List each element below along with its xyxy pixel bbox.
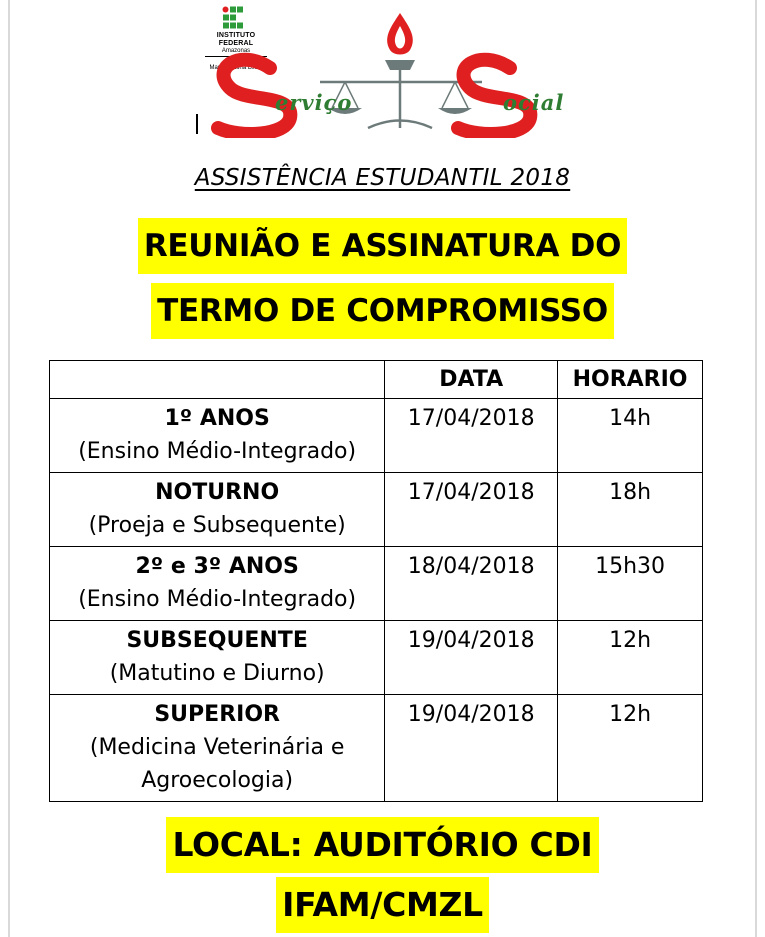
title-line-1: [0, 218, 765, 274]
date-value: 19/04/2018: [407, 628, 535, 653]
table-row: [50, 695, 703, 802]
hour-cell: [558, 695, 703, 802]
group-cell: [50, 547, 385, 621]
subtitle: [0, 165, 765, 191]
location-line-1: [0, 817, 765, 873]
title-line-2: [0, 283, 765, 339]
table-row: [50, 547, 703, 621]
date-cell: [385, 473, 558, 547]
group-name: NOTURNO: [155, 480, 280, 505]
hour-cell: [558, 473, 703, 547]
table-row: [50, 621, 703, 695]
page-edge-right: [755, 0, 757, 937]
if-state: Amazonas: [221, 48, 251, 54]
header-hour: HORARIO: [558, 361, 703, 399]
hour-cell: [558, 621, 703, 695]
torch-bowl-icon: [385, 60, 415, 70]
schedule-table: [49, 360, 703, 802]
group-name: 1º ANOS: [164, 406, 270, 431]
if-campus-label: Campus: [224, 58, 248, 64]
subtitle-text: ASSISTÊNCIA ESTUDANTIL 2018: [194, 165, 571, 191]
date-value: 19/04/2018: [407, 702, 535, 727]
date-value: 18/04/2018: [407, 554, 535, 579]
text-cursor: [196, 114, 198, 134]
hour-value: 12h: [609, 702, 652, 727]
location-line-2: [0, 877, 765, 933]
group-cell: [50, 695, 385, 802]
table-row: [50, 399, 703, 473]
group-desc: (Medicina Veterinária e Agroecologia): [89, 735, 345, 793]
group-desc: (Proeja e Subsequente): [88, 513, 346, 538]
logo-word-social: ocial: [503, 90, 565, 115]
date-cell: [385, 621, 558, 695]
group-desc: (Ensino Médio-Integrado): [78, 439, 357, 464]
logo-word-servico: erviço: [275, 90, 353, 115]
group-cell: [50, 621, 385, 695]
scale-pan-right-icon: [438, 108, 472, 114]
date-cell: [385, 399, 558, 473]
table-header-row: [50, 361, 703, 399]
header-group: [50, 361, 385, 399]
location-line-1-text: LOCAL: AUDITÓRIO CDI: [166, 817, 598, 873]
title-line-1-text: REUNIÃO E ASSINATURA DO: [138, 218, 627, 274]
hour-cell: [558, 547, 703, 621]
hour-value: 12h: [609, 628, 652, 653]
if-name-line2: FEDERAL: [218, 40, 254, 47]
group-cell: [50, 473, 385, 547]
hour-value: 14h: [609, 406, 652, 431]
title-line-2-text: TERMO DE COMPROMISSO: [151, 283, 614, 339]
table-row: [50, 473, 703, 547]
group-name: 2º e 3º ANOS: [135, 554, 299, 579]
page-edge-left: [8, 0, 10, 937]
header-date: DATA: [385, 361, 558, 399]
hour-cell: [558, 399, 703, 473]
hour-value: 15h30: [595, 554, 666, 579]
group-desc: (Ensino Médio-Integrado): [78, 587, 357, 612]
location-line-2-text: IFAM/CMZL: [276, 877, 489, 933]
servico-social-logo: [200, 8, 580, 138]
date-value: 17/04/2018: [407, 406, 535, 431]
hour-value: 18h: [609, 480, 652, 505]
date-cell: [385, 695, 558, 802]
date-cell: [385, 547, 558, 621]
group-name: SUBSEQUENTE: [126, 628, 308, 653]
group-cell: [50, 399, 385, 473]
group-desc: (Matutino e Diurno): [109, 661, 325, 686]
group-name: SUPERIOR: [154, 702, 280, 727]
if-campus-name: Manaus Zona Leste: [209, 65, 263, 71]
date-value: 17/04/2018: [407, 480, 535, 505]
if-name-line1: INSTITUTO: [216, 32, 256, 39]
